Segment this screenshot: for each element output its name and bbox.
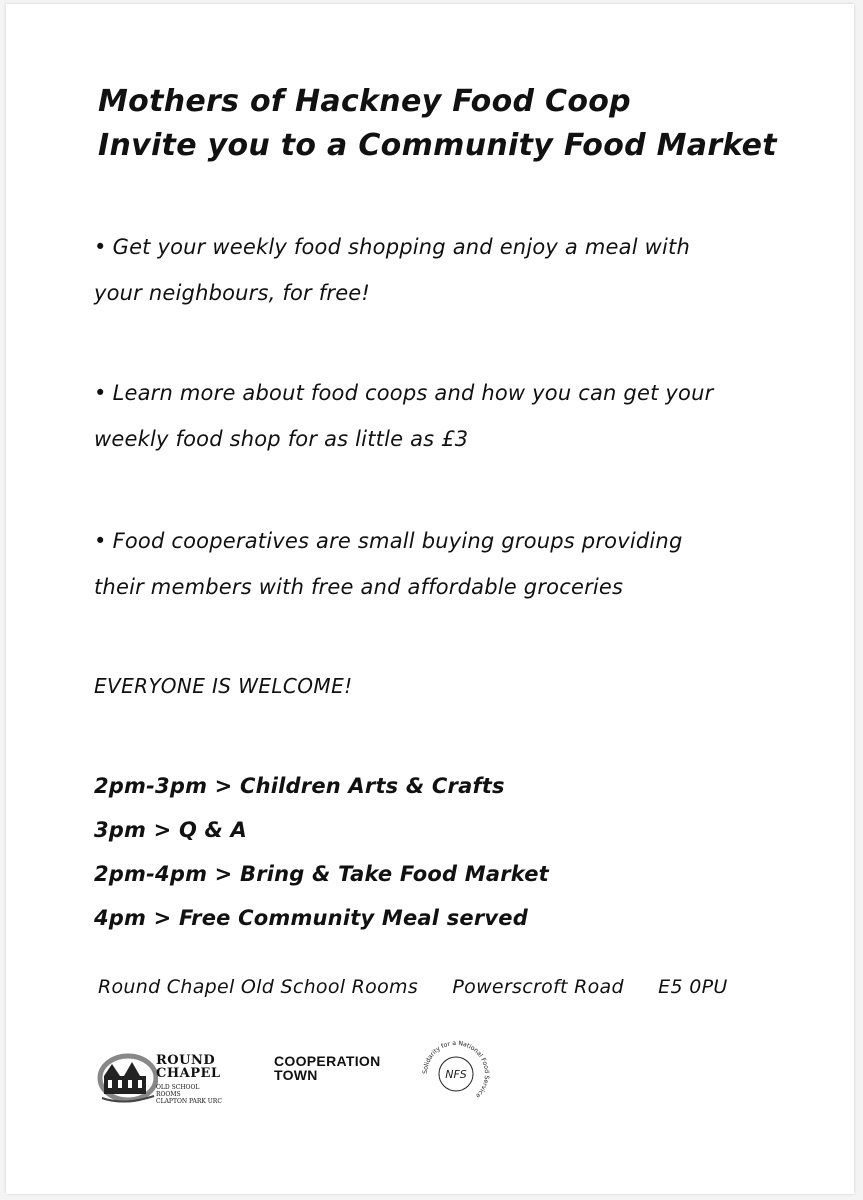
bullet-text-line-1: Get your weekly food shopping and enjoy a meal with <box>112 235 690 259</box>
nfs-logo <box>418 1036 494 1112</box>
nfs-ring-text: Solidarity for a National Food Service <box>421 1039 491 1100</box>
bullet-text-line-1: Food cooperatives are small buying groups providing <box>112 529 683 553</box>
schedule-item: 4pm > Free Community Meal served <box>94 906 528 930</box>
round-chapel-line-2: CHAPEL <box>156 1066 221 1081</box>
flyer-page <box>6 4 854 1194</box>
bullet-text-line-2: their members with free and affordable groceries <box>94 575 624 599</box>
nfs-center-text: NFS <box>445 1068 467 1081</box>
schedule-item: 3pm > Q & A <box>94 818 247 842</box>
bullet-dot-icon: • <box>94 381 107 405</box>
schedule-item: 2pm-3pm > Children Arts & Crafts <box>94 774 505 798</box>
round-chapel-sub-1: OLD SCHOOL ROOMS <box>156 1084 200 1098</box>
cooperation-town-logo <box>274 1054 381 1082</box>
event-schedule <box>94 764 549 940</box>
address-postcode: E5 0PU <box>658 976 728 998</box>
bullet-dot-icon: • <box>94 529 107 553</box>
schedule-item: 2pm-4pm > Bring & Take Food Market <box>94 862 549 886</box>
bullet-learn-coops <box>94 370 794 462</box>
nfs-seal-icon <box>418 1036 494 1112</box>
bullet-cooperatives-info <box>94 518 794 610</box>
chapel-building-icon <box>94 1048 158 1108</box>
title-line-1: Mothers of Hackney Food Coop <box>98 84 631 119</box>
title-line-2: Invite you to a Community Food Market <box>98 128 777 163</box>
round-chapel-sub-2: CLAPTON PARK URC <box>156 1098 222 1105</box>
address-venue: Round Chapel Old School Rooms <box>98 976 419 998</box>
venue-address <box>98 976 756 998</box>
address-street: Powerscroft Road <box>452 976 624 998</box>
cooperation-town-line-1: COOPERATION <box>274 1053 381 1069</box>
flyer-title <box>98 80 777 168</box>
cooperation-town-line-2: TOWN <box>274 1067 318 1083</box>
bullet-text-line-2: weekly food shop for as little as £3 <box>94 427 469 451</box>
round-chapel-line-1: ROUND <box>156 1053 216 1068</box>
round-chapel-logo <box>94 1048 224 1108</box>
round-chapel-subtitle <box>156 1084 224 1105</box>
bullet-text-line-2: your neighbours, for free! <box>94 281 371 305</box>
bullet-food-shopping <box>94 224 794 316</box>
bullet-dot-icon: • <box>94 235 107 259</box>
welcome-text: EVERYONE IS WELCOME! <box>94 674 353 698</box>
bullet-text-line-1: Learn more about food coops and how you can get your <box>112 381 714 405</box>
round-chapel-wordmark <box>156 1054 221 1080</box>
